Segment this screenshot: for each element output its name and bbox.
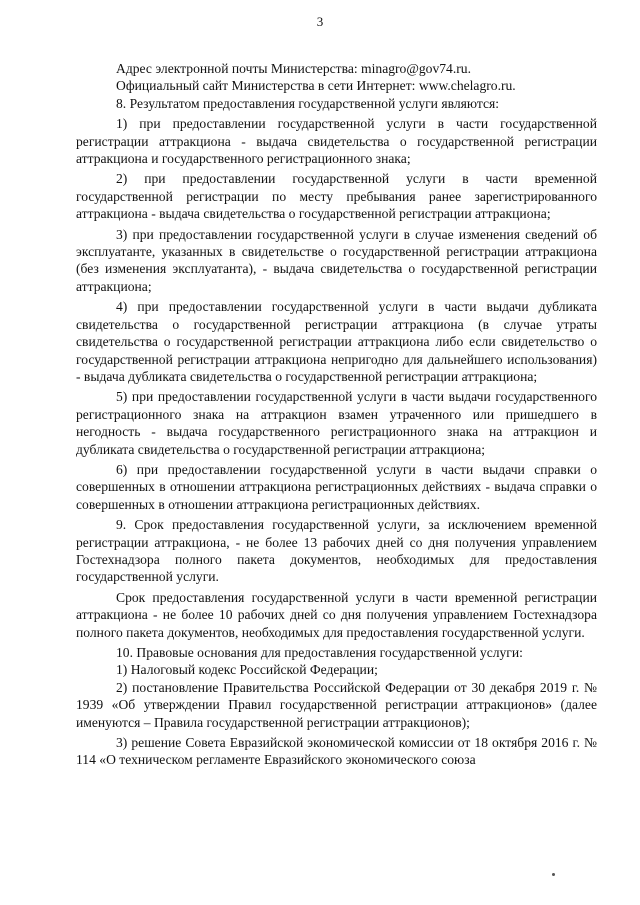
paragraph-item-10-2: 2) постановление Правительства Российской Федерации от 30 декабря 2019 г. № 1939 «Об утверждении Правил государственной регистрации аттракционов» (далее именуются – Правила государственной регистрации аттракционов);: [76, 679, 597, 730]
page-number: 3: [316, 14, 324, 29]
document-body: [76, 60, 597, 769]
paragraph-item-8: 8. Результатом предоставления государственной услуги являются:: [116, 95, 500, 111]
paragraph-email: Адрес электронной почты Министерства: minagro@gov74.ru.: [116, 61, 471, 76]
paragraph-item-8-4: 4) при предоставлении государственной услуги в части выдачи дубликата свидетельства о государственной регистрации аттракциона (в случае утраты свидетельства о государственной регистрации аттракциона либо если свидетельство о государственной регистрации аттракциона непригодно для дальнейшего использования) - выдача дубликата свидетельства о государственной регистрации аттракциона;: [76, 299, 597, 384]
paragraph-website: Официальный сайт Министерства в сети Интернет: www.chelagro.ru.: [116, 78, 516, 94]
paragraph-item-10-3: 3) решение Совета Евразийской экономической комиссии от 18 октября 2016 г. № 114 «О техническом регламенте Евразийского экономического союза: [76, 735, 597, 768]
paragraph-item-8-3: 3) при предоставлении государственной услуги в случае изменения сведений об эксплуатанте, указанных в свидетельстве о государственной регистрации аттракциона (без изменения эксплуатанта), - выдача свидетельства о государственной регистрации аттракциона;: [76, 226, 597, 294]
paragraph-item-10: 10. Правовые основания для предоставления государственной услуги:: [116, 645, 523, 660]
paragraph-item-10-1: 1) Налоговый кодекс Российской Федерации;: [116, 662, 378, 678]
paragraph-item-8-6: 6) при предоставлении государственной услуги в части выдачи справки о совершенных в отношении аттракциона регистрационных действиях - выдача справки о совершенных в отношении аттракциона регистрационных действиях.: [76, 461, 597, 512]
paragraph-item-8-1: 1) при предоставлении государственной услуги в части государственной регистрации аттракциона - выдача свидетельства о государственной регистрации аттракциона и государственного регистрационного знака;: [76, 116, 597, 167]
paragraph-item-8-2: 2) при предоставлении государственной услуги в части временной государственной регистрации по месту пребывания ранее зарегистрированного аттракциона - выдача свидетельства о государственной регистрации аттракциона;: [76, 171, 597, 222]
paragraph-item-9-temporary: Срок предоставления государственной услуги в части временной регистрации аттракциона - не более 10 рабочих дней со дня получения управлением Гостехнадзора полного пакета документов, необходимых для предоставления государственной услуги.: [76, 589, 597, 640]
paragraph-item-9: 9. Срок предоставления государственной услуги, за исключением временной регистрации аттракциона, - не более 13 рабочих дней со дня получения управлением Гостехнадзора полного пакета документов, необходимых для предоставления государственной услуги.: [76, 517, 597, 585]
paragraph-item-8-5: 5) при предоставлении государственной услуги в части выдачи государственного регистрационного знака на аттракцион взамен утраченного или пришедшего в негодность - выдача государственного регистрационного знака на аттракцион и дубликата свидетельства о государственной регистрации аттракциона;: [76, 389, 597, 457]
scan-speck: [552, 873, 555, 876]
